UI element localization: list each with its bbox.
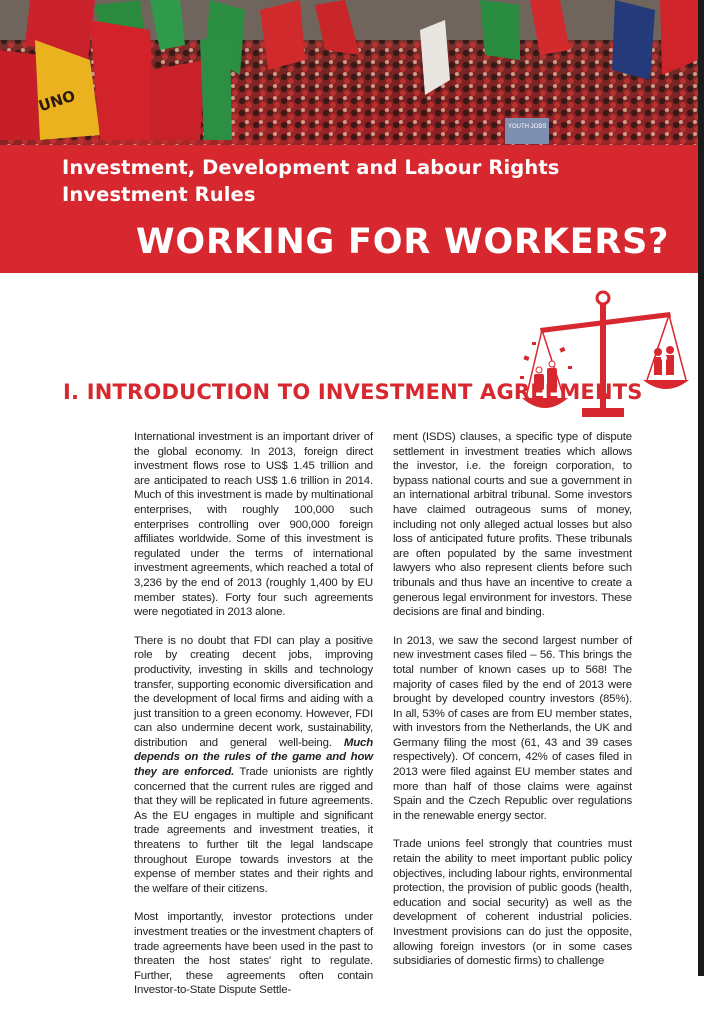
header-photo-crowd [0,0,698,145]
paragraph-2-emphasis: Much depends on the rules of the game and how they are enforced. [134,736,373,779]
paragraph-1: International investment is an important driver of the global economy. In 2013, foreign direct investment flows rose to US$ 1.45 trillion and are anticipated to reach US$ 1.6 trillion in 2014. Much of this investment is made by multinational enterprises, with roughly 100,000 such enterprises controlling over 900,000 foreign affiliates worldwide. Some of this investment is regulated under the terms of international investment agreements, which reached a total of 3,236 by the end of 2013 (roughly 1,400 by EU member states). Forty four such agreements were negotiated in 2013 alone. [134,431,373,619]
crowd-illustration [0,0,698,145]
paragraph-5: In 2013, we saw the second largest number of new investment cases filed – 56. This brings the total number of known cases up to 568! The majority of cases filed by the end of 2013 were brought by developed country investors (85%). In all, 53% of cases are from EU member states, with investors from the Netherlands, the UK and Germany filing the most (61, 43 and 39 cases respectively). Of concern, 42% of cases filed in 2013 were filed against EU member states and more than half of those claims were against Spain and the Czech Republic over regulations in the renewable energy sector. [393,634,632,822]
paragraph-2-text-a: There is no doubt that FDI can play a positive role by creating decent jobs, improving productivity, investing in skills and technology transfer, supporting economic diversification and the development of local firms and aiding with a just transition to a green economy. However, FDI can also undermine decent work, sustainability, distribution and general well-being. [134,634,373,749]
paragraph-4: ment (ISDS) clauses, a specific type of dispute settlement in investment treaties which allows the investor, i.e. the foreign corporation, to bypass national courts and sue a government in an international arbitral tribunal. Some investors have claimed outrageous sums of money, including not only alleged actual losses but also loss of anticipated future profits. These tribunals are often populated by the same investment lawyers who also represent clients before such tribunals and thus have an incentive to create a generous legal environment for investors. These decisions are final and binding. [393,431,632,619]
placard-text: YOUTH JOBS [508,124,547,130]
series-title: Investment, Development and Labour Rights [62,156,560,179]
youth-jobs-placard [505,118,549,144]
series-subtitle: Investment Rules [62,183,256,206]
paragraph-6: Trade unions feel strongly that countries must retain the ability to meet important public policy objectives, including labour rights, environmental protection, the provision of public goods (health, education and social security) as well as the development of coherent industrial policies. Investment provisions can do just the opposite, allowing foreign investors (or in some cases subsidiaries of domestic firms) to challenge [393,838,632,968]
section-heading: I. INTRODUCTION TO INVESTMENT AGREEMENTS [63,380,643,404]
flag-text: UNO [36,86,78,116]
page-edge-shadow [698,0,704,976]
body-column-left [134,430,373,1012]
body-column-right [393,430,632,983]
paragraph-2 [134,634,373,897]
main-headline: WORKING FOR WORKERS? [136,222,670,262]
paragraph-2-text-b: Trade unionists are rightly concerned that the current rules are rigged and that they will be replicated in future agreements. As the EU engages in multiple and significant trade agreements and investment treaties, it threatens to further tilt the legal landscape throughout Europe towards investors at the expense of member states and their rights and the welfare of their citizens. [134,766,373,895]
paragraph-3: Most importantly, investor protections under investment treaties or the investment chapters of trade agreements have been used in the past to threaten the host states' right to regulate. Further, these agreements often contain Investor-to-State Dispute Settle- [134,911,373,997]
